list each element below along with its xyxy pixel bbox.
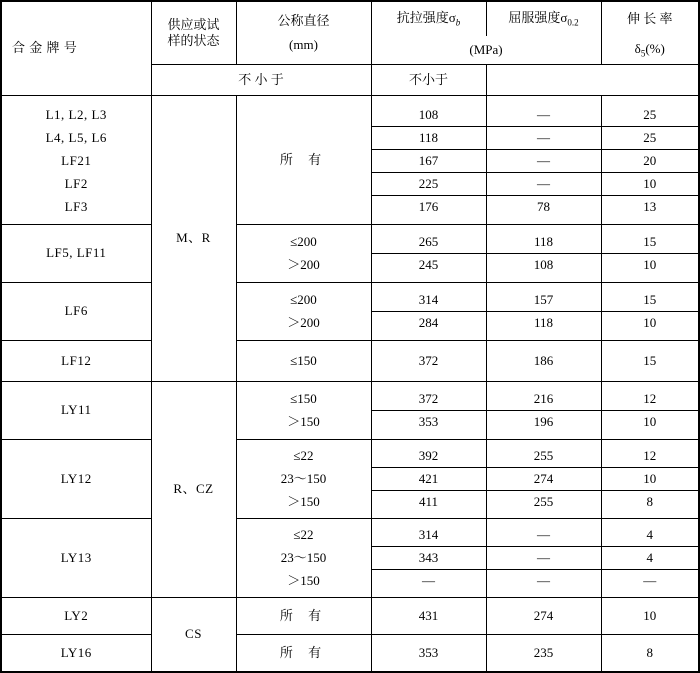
header-elongation-percent: (%) [645,40,665,56]
cell-yield: 118 [486,312,601,341]
cell-yield: — [486,127,601,150]
cell-elongation: 8 [601,635,699,673]
cell-tensile: 284 [371,312,486,341]
cell-elongation: 15 [601,341,699,382]
cell-grade-ly2: LY2 [1,598,151,635]
cell-grade: LF21 [1,150,151,173]
table-row [1,283,699,312]
cell-grade: L4, L5, L6 [1,127,151,150]
table-row [1,635,699,673]
header-elongation-delta: δ [634,40,641,56]
cell-yield: 108 [486,254,601,283]
header-supply-state-line2: 样的状态 [167,33,220,48]
cell-grade: LF2 [1,173,151,196]
header-elongation: 伸 长 率 [601,1,699,36]
cell-tensile: 411 [371,491,486,519]
cell-elongation: 10 [601,598,699,635]
header-nominal-diameter-line1: 公称直径 [277,12,330,28]
cell-tensile: 225 [371,173,486,196]
cell-tensile: 108 [371,96,486,127]
cell-elongation: 12 [601,440,699,468]
header-grade: 合 金 牌 号 [1,1,151,96]
cell-tensile: 353 [371,411,486,440]
header-elongation-symbol [601,36,699,65]
cell-state-cs: CS [151,598,236,673]
cell-elongation: 13 [601,196,699,225]
table-row [1,341,699,382]
cell-grade-ly11: LY11 [1,382,151,440]
cell-yield: 235 [486,635,601,673]
cell-diameter: ≤22 [236,440,371,468]
header-supply-state-line1: 供应或试 [167,16,220,32]
cell-yield: 78 [486,196,601,225]
cell-yield: — [486,519,601,547]
cell-grade-lf12: LF12 [1,341,151,382]
header-tensile-strength-label: 抗拉强度σ [396,9,456,25]
cell-grade-ly12: LY12 [1,440,151,519]
cell-diameter: 所 有 [236,598,371,635]
cell-diameter: ≤150 [236,382,371,411]
cell-elongation: 10 [601,468,699,491]
cell-grade: L1, L2, L3 [1,96,151,127]
cell-elongation: 4 [601,519,699,547]
cell-tensile: 421 [371,468,486,491]
header-supply-state [151,1,236,65]
cell-yield: 274 [486,598,601,635]
cell-yield: 274 [486,468,601,491]
cell-yield: — [486,150,601,173]
table-row [1,225,699,254]
cell-elongation: 10 [601,411,699,440]
cell-yield: — [486,570,601,598]
cell-tensile: 176 [371,196,486,225]
cell-yield: 157 [486,283,601,312]
table-row [1,382,699,411]
header-yield-strength-sub: 0.2 [567,17,579,28]
header-yield-strength-label: 屈服强度σ [508,9,568,25]
cell-elongation: 15 [601,225,699,254]
header-unit-mpa: (MPa) [371,36,601,65]
table-row [1,96,699,127]
cell-yield: 216 [486,382,601,411]
header-row-1 [1,1,699,36]
cell-yield: 255 [486,440,601,468]
cell-elongation: 10 [601,173,699,196]
cell-yield: — [486,547,601,570]
header-nominal-diameter [236,1,371,65]
cell-state-mr: M、R [151,96,236,382]
header-tensile-strength [371,1,486,36]
cell-diameter: ≤200 [236,283,371,312]
cell-yield: — [486,96,601,127]
cell-tensile: — [371,570,486,598]
cell-diameter: 23～150 [236,547,371,570]
cell-grade-lf5: LF5, LF11 [1,225,151,283]
cell-grade-ly13: LY13 [1,519,151,598]
cell-diameter: 23～150 [236,468,371,491]
header-yield-strength [486,1,601,36]
cell-diameter: 所 有 [236,635,371,673]
cell-elongation: 20 [601,150,699,173]
cell-diameter: ＞200 [236,254,371,283]
table-row [1,598,699,635]
cell-tensile: 167 [371,150,486,173]
cell-yield: 255 [486,491,601,519]
cell-elongation: — [601,570,699,598]
table-row [1,519,699,547]
cell-diameter-all-1: 所 有 [236,96,371,225]
cell-tensile: 314 [371,519,486,547]
cell-grade-lf6: LF6 [1,283,151,341]
cell-yield: 196 [486,411,601,440]
cell-diameter: ≤150 [236,341,371,382]
cell-tensile: 314 [371,283,486,312]
cell-elongation: 12 [601,382,699,411]
cell-elongation: 10 [601,254,699,283]
cell-yield: — [486,173,601,196]
cell-tensile: 245 [371,254,486,283]
header-elongation-delta-sub: 5 [640,48,646,59]
cell-diameter: ≤22 [236,519,371,547]
cell-tensile: 372 [371,341,486,382]
cell-diameter: ＞150 [236,411,371,440]
cell-tensile: 353 [371,635,486,673]
cell-elongation: 25 [601,96,699,127]
cell-grade: LF3 [1,196,151,225]
cell-yield: 186 [486,341,601,382]
cell-tensile: 431 [371,598,486,635]
cell-elongation: 4 [601,547,699,570]
cell-elongation: 15 [601,283,699,312]
cell-elongation: 25 [601,127,699,150]
cell-tensile: 118 [371,127,486,150]
cell-tensile: 343 [371,547,486,570]
header-not-less-than-elongation: 不小于 [371,65,486,96]
cell-diameter: ≤200 [236,225,371,254]
header-nominal-diameter-unit: (mm) [289,37,318,52]
cell-tensile: 372 [371,382,486,411]
header-tensile-strength-sub: b [455,17,461,28]
cell-elongation: 10 [601,312,699,341]
cell-elongation: 8 [601,491,699,519]
table-row [1,440,699,468]
cell-tensile: 392 [371,440,486,468]
cell-diameter: ＞150 [236,570,371,598]
header-not-less-than-strength: 不 小 于 [151,65,371,96]
cell-tensile: 265 [371,225,486,254]
cell-grade-ly16: LY16 [1,635,151,673]
cell-diameter: ＞150 [236,491,371,519]
cell-state-rcz: R、CZ [151,382,236,598]
cell-yield: 118 [486,225,601,254]
cell-diameter: ＞200 [236,312,371,341]
